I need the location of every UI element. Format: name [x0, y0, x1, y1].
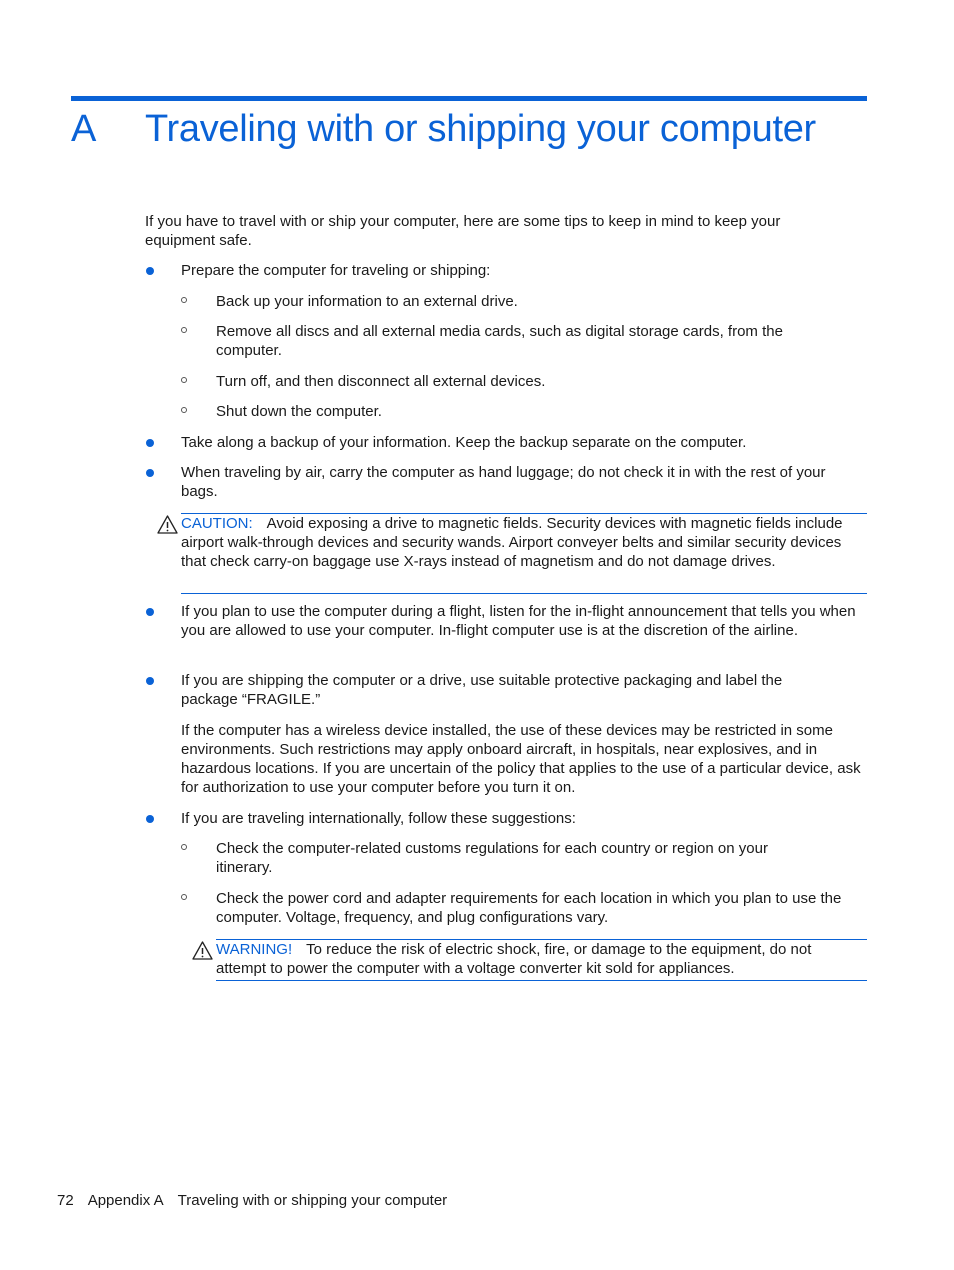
sub-list-item: Shut down the computer.	[216, 403, 382, 420]
wireless-paragraph: If the computer has a wireless device installed, the use of these devices may be restricted in some environments. Such restrictions may apply onboard aircraft, in hospitals, near explosives, and in hazardous locations. If you are uncertain of the policy that applies to the use of a particular device, ask for authorization to use your computer before you turn it on.	[181, 722, 861, 796]
sub-list-item: Remove all discs and all external media cards, such as digital storage cards, from the computer.	[216, 323, 783, 359]
bullet-icon	[146, 815, 154, 823]
caution-text: Avoid exposing a drive to magnetic fields. Security devices with magnetic fields include airport walk-through devices and security wands. Airport conveyer belts and similar security devices that check carry-on baggage use X-rays instead of magnetism and do not damage drives.	[181, 515, 843, 570]
bullet-icon	[146, 677, 154, 685]
list-item: If you plan to use the computer during a flight, listen for the in-flight announcement that tells you when you are allowed to use your computer. In-flight computer use is at the discretion of the airline.	[181, 603, 856, 639]
chapter-title: Traveling with or shipping your computer	[145, 108, 816, 150]
intro-paragraph: If you have to travel with or ship your computer, here are some tips to keep in mind to keep your equipment safe.	[145, 213, 781, 249]
caution-label: CAUTION:	[181, 515, 253, 532]
warning-text: To reduce the risk of electric shock, fire, or damage to the equipment, do not attempt to power the computer with a voltage converter kit sold for appliances.	[216, 941, 812, 977]
footer-section: Appendix A	[87, 1192, 164, 1209]
list-item: If you are shipping the computer or a drive, use suitable protective packaging and label the package “FRAGILE.”	[181, 672, 783, 708]
warning-triangle-icon	[192, 941, 213, 960]
bullet-icon	[146, 439, 154, 447]
chapter-top-rule	[71, 96, 867, 101]
chapter-letter: A	[71, 108, 97, 150]
sub-bullet-icon	[181, 407, 187, 413]
sub-bullet-icon	[181, 844, 187, 850]
page-number: 72	[57, 1192, 74, 1209]
bullet-icon	[146, 608, 154, 616]
footer-title: Traveling with or shipping your computer	[177, 1192, 448, 1209]
page-footer	[57, 1191, 461, 1210]
sub-bullet-icon	[181, 297, 187, 303]
sub-list-item: Check the power cord and adapter requirements for each location in which you plan to use the computer. Voltage, frequency, and plug configurations vary.	[216, 890, 842, 926]
bullet-icon	[146, 267, 154, 275]
list-item: Prepare the computer for traveling or shipping:	[181, 262, 491, 279]
warning-notice	[216, 939, 867, 981]
sub-bullet-icon	[181, 377, 187, 383]
bullet-icon	[146, 469, 154, 477]
list-item: When traveling by air, carry the computer as hand luggage; do not check it in with the rest of your bags.	[181, 464, 826, 500]
sub-list-item: Check the computer-related customs regulations for each country or region on your itinerary.	[216, 840, 768, 876]
sub-bullet-icon	[181, 894, 187, 900]
warning-label: WARNING!	[216, 941, 293, 958]
list-item: Take along a backup of your information. Keep the backup separate on the computer.	[181, 434, 747, 451]
warning-triangle-icon	[157, 515, 178, 534]
sub-list-item: Back up your information to an external drive.	[216, 293, 518, 310]
sub-bullet-icon	[181, 327, 187, 333]
list-item: If you are traveling internationally, follow these suggestions:	[181, 810, 576, 827]
caution-notice	[181, 513, 867, 594]
sub-list-item: Turn off, and then disconnect all external devices.	[216, 373, 546, 390]
